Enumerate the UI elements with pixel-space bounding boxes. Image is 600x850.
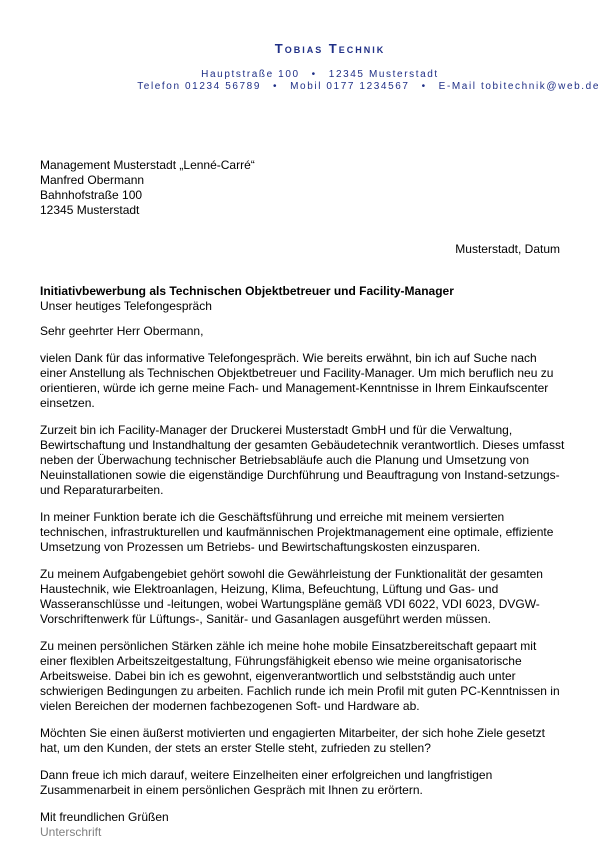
recipient-address (40, 158, 255, 218)
sender-name: Tobias Technik (274, 41, 386, 56)
subject-block (40, 284, 454, 314)
recipient-company: Management Musterstadt „Lenné-Carré“ (40, 158, 255, 172)
body-paragraph: Möchten Sie einen äußerst motivierten und engagierten Mitarbeiter, der sich hohe Ziele gesetzt hat, um den Kunden, der stets an erster Stelle steht, zufrieden zu stellen? (40, 726, 545, 755)
letterhead (40, 40, 600, 92)
separator-dot: • (311, 69, 317, 80)
closing: Mit freundlichen Grüßen (40, 810, 169, 824)
body-paragraph: In meiner Funktion berate ich die Geschäftsführung und erreiche mit meinem versierten technischen, infrastrukturellen und kaufmännischen Projektmanagement eine optimale, effiziente Umsetzung von Prozessen um Betriebs- und Bewirtschaftungskosten einzusparen. (40, 510, 554, 554)
sender-email: E-Mail tobitechnik@web.de (438, 81, 600, 92)
recipient-street: Bahnhofstraße 100 (40, 188, 143, 202)
sender-city: 12345 Musterstadt (328, 69, 439, 80)
body-paragraph: Zu meinem Aufgabengebiet gehört sowohl die Gewährleistung der Funktionalität der gesamten Haustechnik, wie Elektroanlagen, Heizung, Klima, Befeuchtung, Lüftung und Gas- und Wasseranschlüsse und -leitungen, wobei Wartungspläne gemäß VDI 6022, VDI 6023, DVGW-Vorschriftenwerk für Lüftungs-, Sanitär- und Gasanlagen ausgeführt werden müssen. (40, 567, 543, 626)
sender-contact (40, 80, 600, 93)
subject-reference: Unser heutiges Telefongespräch (40, 299, 212, 313)
sender-phone: Telefon 01234 56789 (137, 81, 262, 92)
sender-mobile: Mobil 0177 1234567 (290, 81, 410, 92)
body-paragraph: Dann freue ich mich darauf, weitere Einzelheiten einer erfolgreichen und langfristigen Zusammenarbeit in einem persönlichen Gespräch mit Ihnen zu erörtern. (40, 768, 493, 797)
separator-dot: • (273, 81, 279, 92)
salutation: Sehr geehrter Herr Obermann, (40, 324, 204, 338)
body-paragraph: vielen Dank für das informative Telefongespräch. Wie bereits erwähnt, bin ich auf Suche nach einer Anstellung als Technischen Objektbetreuer und Facility-Manager. Um mich beruflich neu zu orientieren, würde ich gerne meine Fach- und Management-Kenntnisse in Ihrem Einkaufscenter einsetzen. (40, 351, 554, 410)
recipient-person: Manfred Obermann (40, 173, 145, 187)
letter-date: Musterstadt, Datum (455, 242, 560, 256)
subject-title: Initiativbewerbung als Technischen Objektbetreuer und Facility-Manager (40, 284, 454, 298)
letter-body (40, 324, 565, 837)
body-paragraph: Zu meinen persönlichen Stärken zähle ich meine hohe mobile Einsatzbereitschaft gepaart mit einer flexiblen Arbeitszeitgestaltung, Führungsfähigkeit ebenso wie meine organisatorische Arbeitsweise. Dabei bin ich es gewohnt, eigenverantwortlich und selbstständig auch unter schwierigen Bedingungen zu arbeiten. Fachlich runde ich mein Profil mit guten PC-Kenntnissen in vielen Bereichen der modernen fachbezogenen Soft- und Hardware ab. (40, 639, 560, 713)
signature-placeholder: Unterschrift (40, 825, 102, 839)
separator-dot: • (421, 81, 427, 92)
recipient-city: 12345 Musterstadt (40, 203, 140, 217)
sender-street: Hauptstraße 100 (201, 69, 300, 80)
body-paragraph: Zurzeit bin ich Facility-Manager der Druckerei Musterstadt GmbH und für die Verwaltung, Bewirtschaftung und Instandhaltung der gesamten Gebäudetechnik verantwortlich. Dieses umfasst neben der Überwachung technischer Betriebsabläufe auch die Planung und Umsetzung von Neuinstallationen sowie die eigenständige Durchführung und Beauftragung von Instand-setzungs- und Reparaturarbeiten. (40, 423, 565, 497)
